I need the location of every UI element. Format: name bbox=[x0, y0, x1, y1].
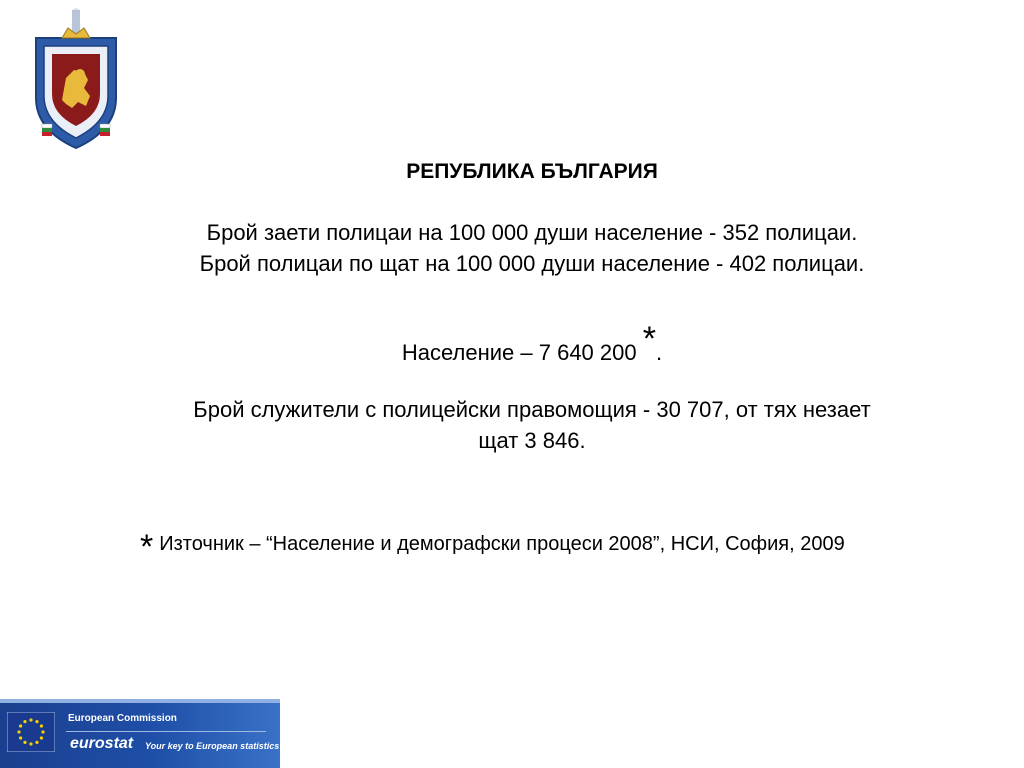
population-line bbox=[0, 320, 1024, 369]
staffed-police-line: Брой полицаи по щат на 100 000 души население - 402 полицаи. bbox=[199, 251, 865, 276]
banner-separator bbox=[66, 731, 266, 732]
footnote-marker: * bbox=[642, 320, 656, 358]
page-title: РЕПУБЛИКА БЪЛГАРИЯ bbox=[406, 160, 658, 183]
european-commission-label: European Commission bbox=[68, 713, 177, 724]
eurostat-banner bbox=[0, 699, 280, 768]
employees-line-1: Брой служители с полицейски правомощия - 30 707, от тях незает bbox=[193, 397, 871, 422]
population-suffix: . bbox=[655, 340, 663, 365]
eurostat-logo: eurostat bbox=[70, 735, 134, 752]
employed-police-line: Брой заети полицаи на 100 000 души население - 352 полицаи. bbox=[206, 220, 858, 245]
bulgarian-police-emblem-icon bbox=[28, 8, 124, 154]
source-footnote bbox=[140, 520, 845, 566]
source-text: Източник – “Население и демографски процеси 2008”, НСИ, София, 2009 bbox=[159, 533, 845, 555]
banner-stripe bbox=[0, 699, 280, 703]
employees-line-2: щат 3 846. bbox=[478, 428, 586, 453]
source-footnote-marker: * bbox=[140, 528, 154, 566]
population-text: Население – 7 640 200 bbox=[401, 340, 643, 365]
eu-flag-icon bbox=[7, 712, 55, 752]
eurostat-tagline: Your key to European statistics bbox=[145, 741, 280, 751]
